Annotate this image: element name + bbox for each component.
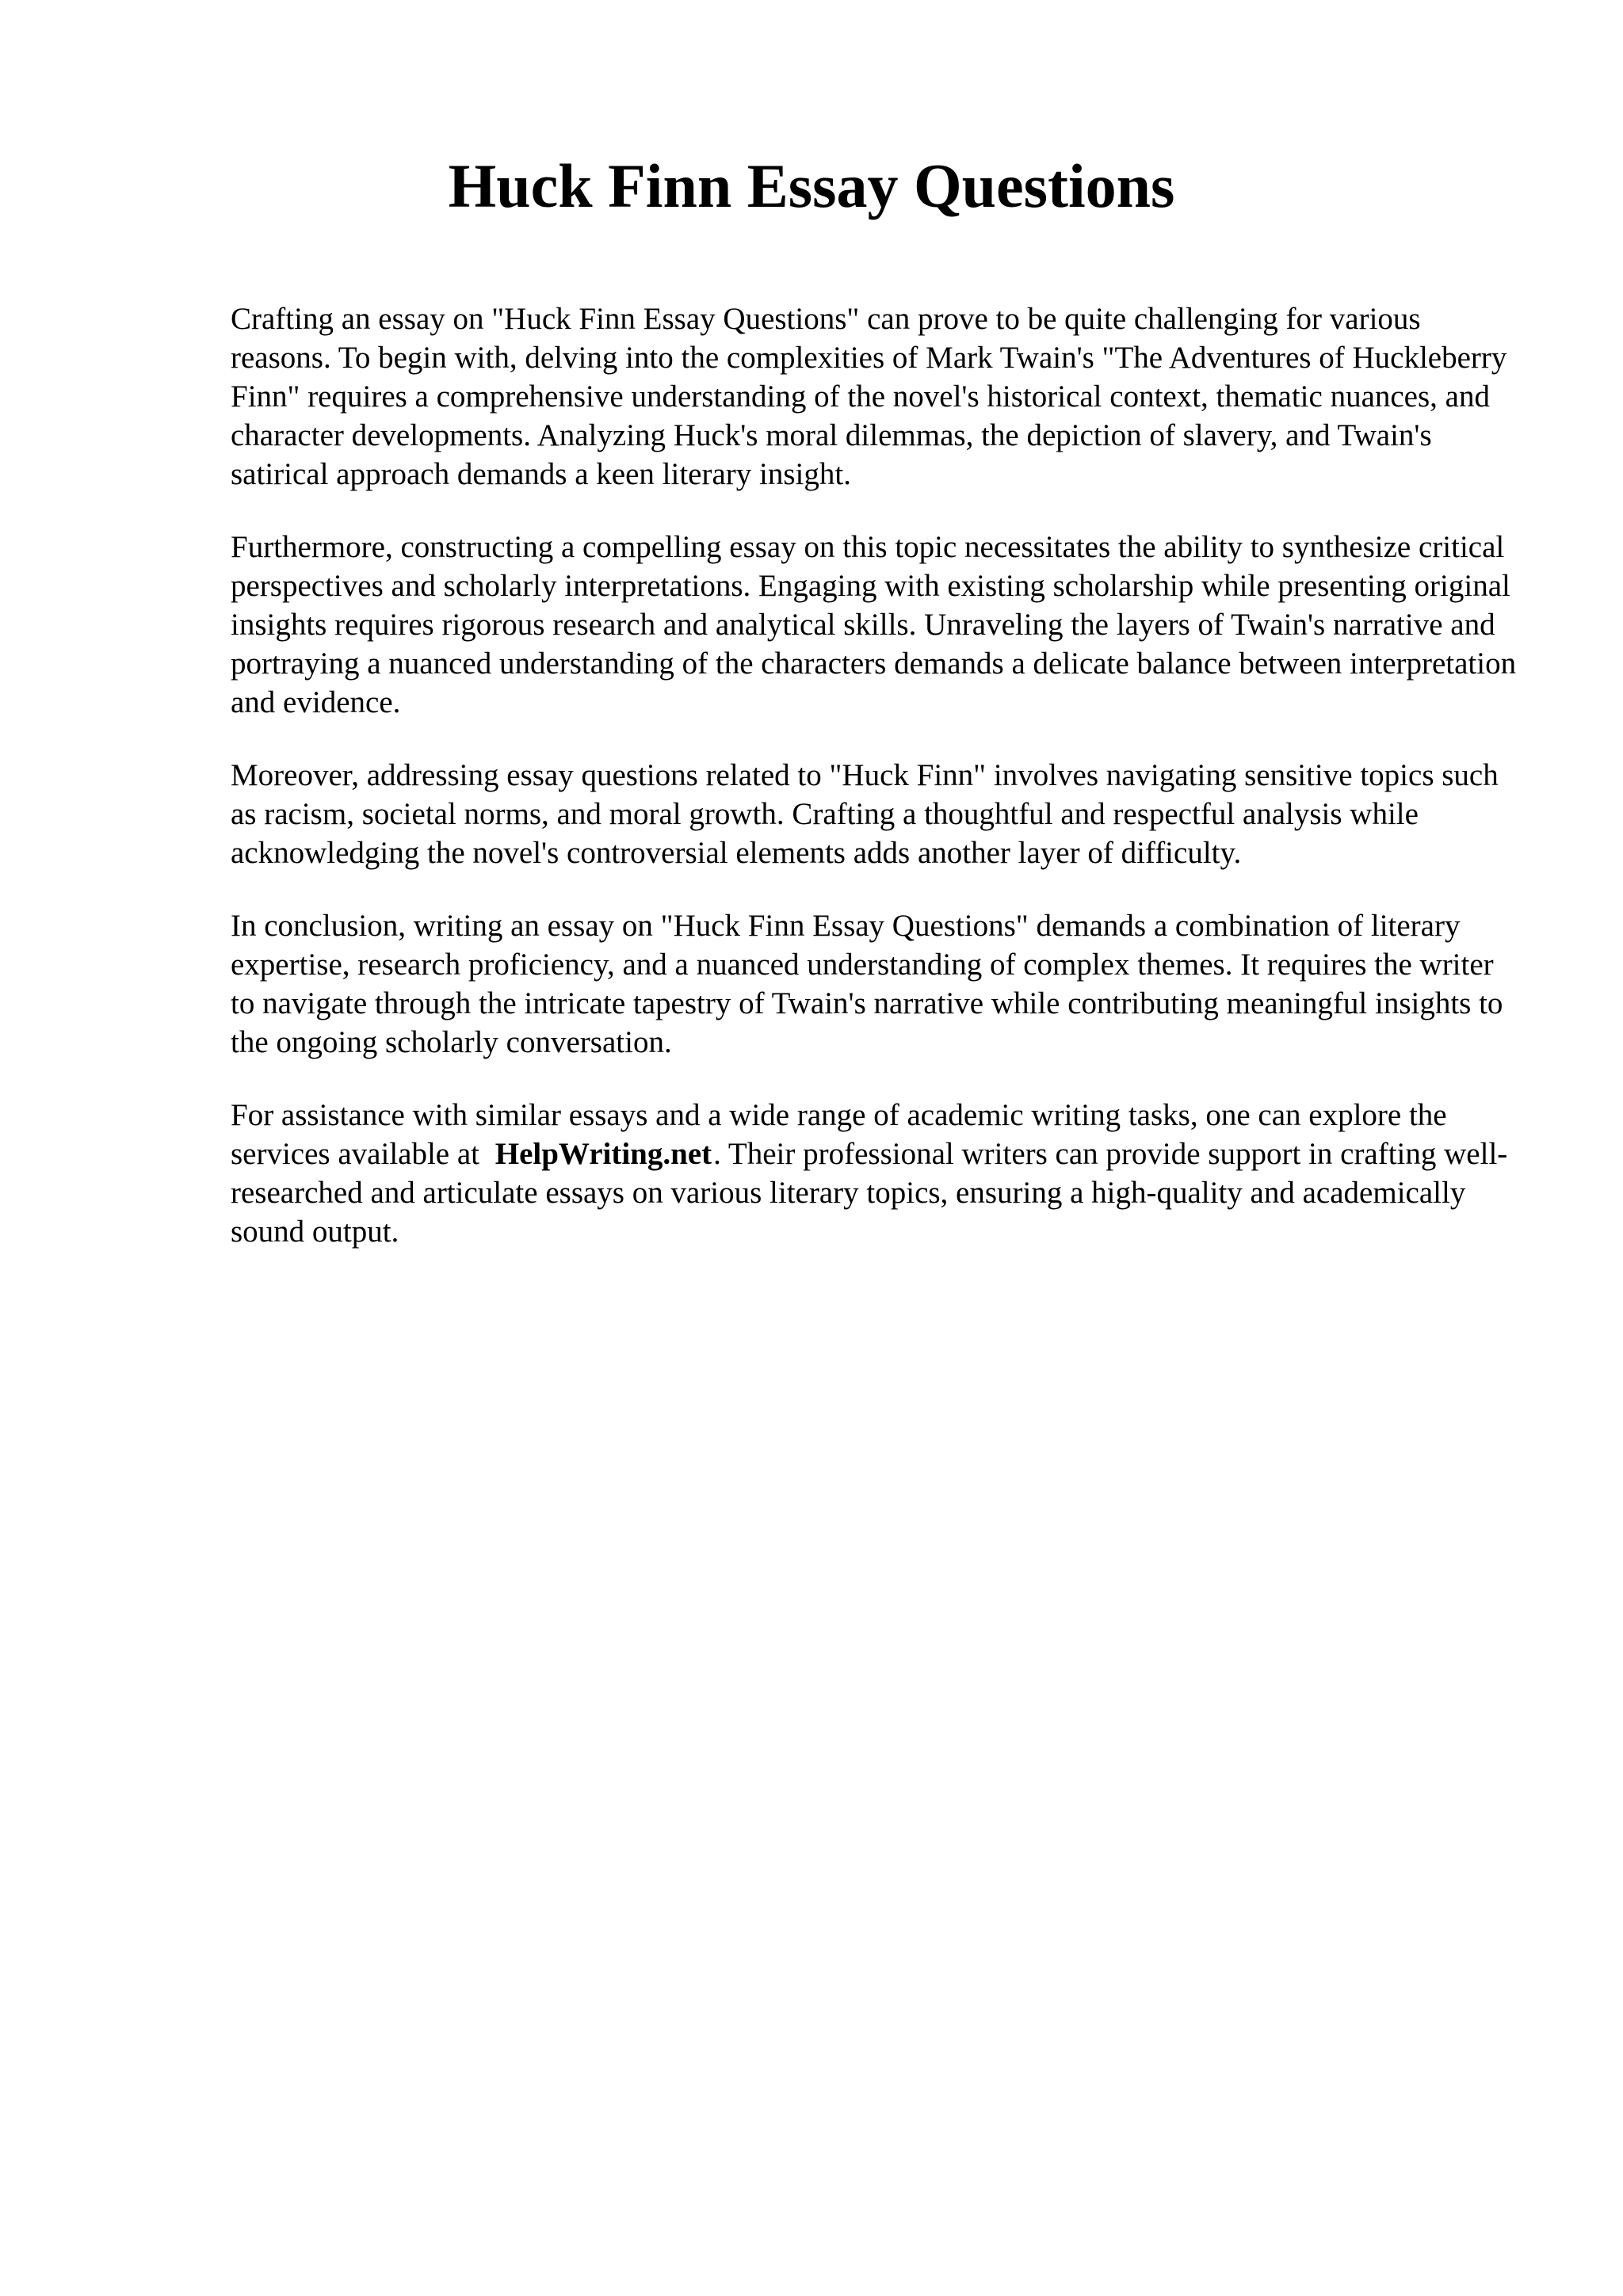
assistance-text-before: For assistance with similar essays and a wide range of academic writing tasks, one can explore the services available at: [231, 1098, 1447, 1171]
paragraph-furthermore: Furthermore, constructing a compelling essay on this topic necessitates the ability to synthesize critical perspectives and scholarly interpretations. Engaging with existing scholarship while presenting original insights requires rigorous research and analytical skills. Unraveling the layers of Twain's narrative and portraying a nuanced understanding of the characters demands a delicate balance between interpretation and evidence.: [231, 530, 1517, 719]
essay-body: [231, 299, 1522, 1285]
paragraph-assistance: [231, 1096, 1522, 1251]
paragraph-intro: Crafting an essay on "Huck Finn Essay Questions" can prove to be quite challenging for various reasons. To begin with, delving into the complexities of Mark Twain's "The Adventures of Huckleberry Finn" requires a comprehensive understanding of the novel's historical context, thematic nuances, and character developments. Analyzing Huck's moral dilemmas, the depiction of slavery, and Twain's satirical approach demands a keen literary insight.: [231, 302, 1507, 491]
paragraph-moreover: Moreover, addressing essay questions related to "Huck Finn" involves navigating sensitive topics such as racism, societal norms, and moral growth. Crafting a thoughtful and respectful analysis while acknowledging the novel's controversial elements adds another layer of difficulty.: [231, 758, 1499, 870]
paragraph-conclusion: In conclusion, writing an essay on "Huck Finn Essay Questions" demands a combination of literary expertise, research proficiency, and a nuanced understanding of complex themes. It requires the writer to navigate through the intricate tapestry of Twain's narrative while contributing meaningful insights to the ongoing scholarly conversation.: [231, 909, 1503, 1059]
helpwriting-link[interactable]: HelpWriting.net: [495, 1137, 712, 1171]
assistance-text-after: . Their professional writers can provide support in crafting well-researched and articulate essays on various literary topics, ensuring a high-quality and academically sound output.: [231, 1137, 1508, 1249]
page-title: Huck Finn Essay Questions: [448, 151, 1175, 220]
